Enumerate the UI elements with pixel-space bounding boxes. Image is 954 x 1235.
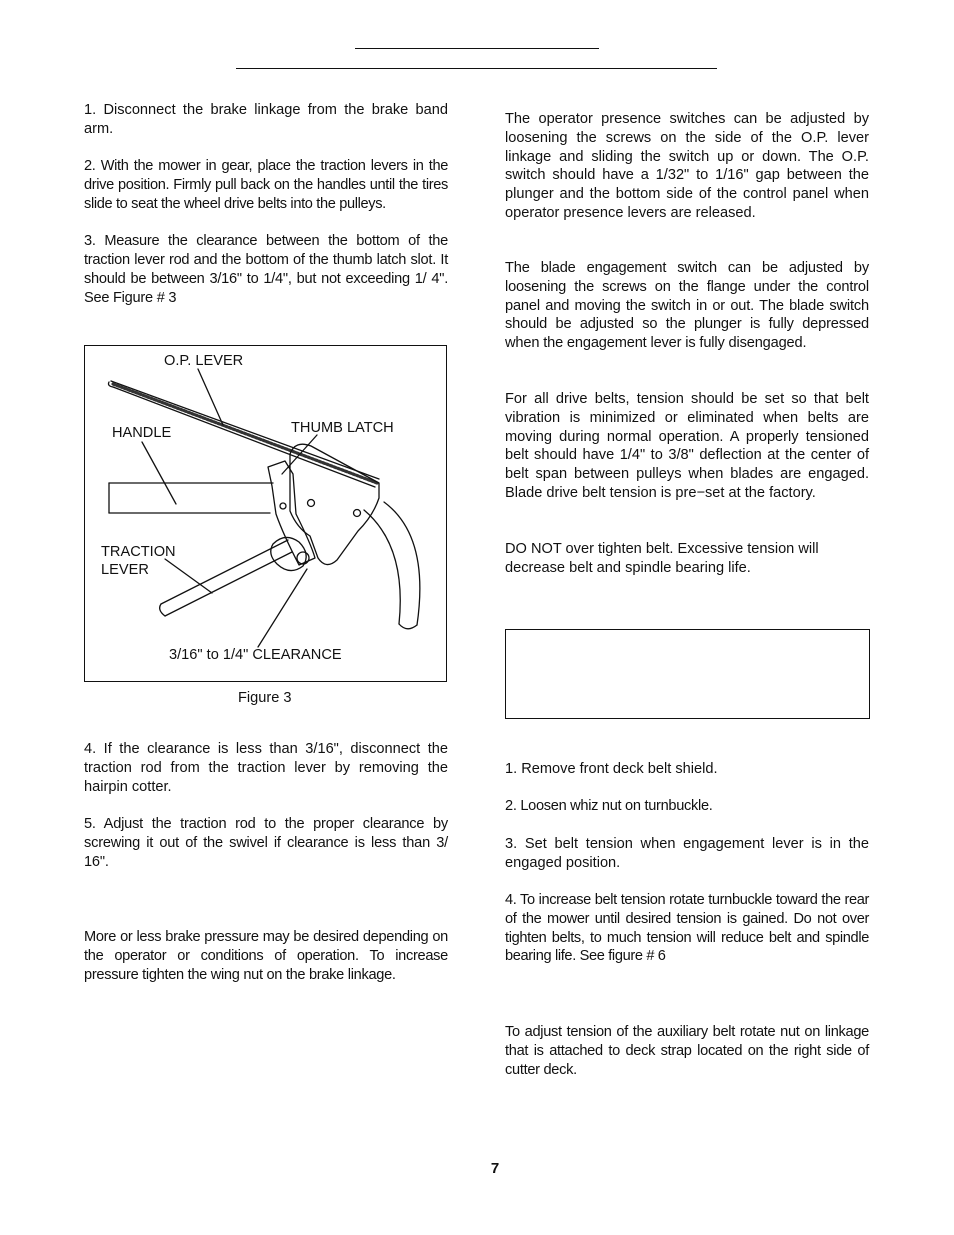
label-thumb-latch: THUMB LATCH	[291, 420, 394, 436]
label-traction-lever-line1: TRACTION	[101, 544, 176, 560]
brake-step-5: 5. Adjust the traction rod to the proper clearance by screwing it out of the swivel if clearance is less than 3/ 16".	[84, 815, 448, 870]
aux-belt-section	[505, 1023, 869, 1079]
drive-belts-section	[505, 390, 869, 503]
left-column-bottom	[84, 740, 448, 871]
brake-step-1: 1. Disconnect the brake linkage from the brake band arm.	[84, 102, 448, 137]
blade-switch-text: The blade engagement switch can be adjusted by loosening the screws on the flange under the control panel and moving the switch in or out. The blade switch should be adjusted so the plunger is fully depressed when the engagement lever is fully disengaged.	[505, 260, 869, 352]
deck-step-3: 3. Set belt tension when engagement lever is in the engaged position.	[505, 835, 869, 871]
deck-step-4: 4. To increase belt tension rotate turnbuckle toward the rear of the mower until desired tension is gained. Do not over tighten belts, to much tension will reduce belt and spindle bearing life. See figure # 6	[505, 891, 869, 965]
blade-switch-section	[505, 259, 869, 353]
brake-step-4: 4. If the clearance is less than 3/16", disconnect the traction rod from the traction lever by removing the hairpin cotter.	[84, 741, 448, 795]
label-clearance: 3/16" to 1/4" CLEARANCE	[169, 647, 342, 663]
brake-pressure-text: More or less brake pressure may be desired depending on the operator or conditions of operation. To increase pressure tighten the wing nut on the brake linkage.	[84, 929, 448, 983]
do-not-section	[505, 540, 869, 578]
notice-box	[505, 629, 870, 719]
op-switch-section	[505, 110, 869, 223]
deck-belt-steps	[505, 760, 869, 966]
label-traction-lever-line2: LEVER	[101, 562, 149, 578]
traction-lever-diagram	[85, 346, 448, 683]
left-column-top	[84, 101, 448, 307]
header-rule-bottom	[236, 68, 717, 69]
op-switch-text: The operator presence switches can be adjusted by loosening the screws on the side of the O.P. lever linkage and sliding the switch up or down. The O.P. switch should have a 1/32" to 1/16" gap between the plunger and the bottom side of the control panel when operator presence levers are released.	[505, 111, 869, 221]
label-op-lever: O.P. LEVER	[164, 353, 244, 369]
header-rule-top	[355, 48, 599, 49]
label-handle: HANDLE	[112, 425, 172, 441]
figure-3	[84, 345, 447, 682]
brake-pressure-section	[84, 928, 448, 984]
aux-belt-text: To adjust tension of the auxiliary belt rotate nut on linkage that is attached to deck strap located on the right side of cutter deck.	[505, 1024, 869, 1078]
deck-step-2: 2. Loosen whiz nut on turnbuckle.	[505, 798, 713, 815]
brake-step-2: 2. With the mower in gear, place the traction levers in the drive position. Firmly pull back on the handles until the tires slide to seat the wheel drive belts into the pulleys.	[84, 158, 448, 212]
do-not-text: DO NOT over tighten belt. Excessive tension will decrease belt and spindle bearing life.	[505, 541, 819, 576]
page-number: 7	[490, 1160, 500, 1177]
drive-belts-text: For all drive belts, tension should be set so that belt vibration is minimized or eliminated when belts are moving during normal operation. A properly tensioned belt should have 1/4" to 3/8" deflection at the center of belt span between pulleys when blades are engaged. Blade drive belt tension is pre−set at the factory.	[505, 391, 869, 501]
figure-caption: Figure 3	[238, 690, 292, 706]
deck-step-1: 1. Remove front deck belt shield.	[505, 761, 718, 777]
brake-step-3: 3. Measure the clearance between the bottom of the traction lever rod and the bottom of the thumb latch slot. It should be between 3/16" to 1/4", but not exceeding 1/ 4". See Figure # 3	[84, 233, 448, 306]
